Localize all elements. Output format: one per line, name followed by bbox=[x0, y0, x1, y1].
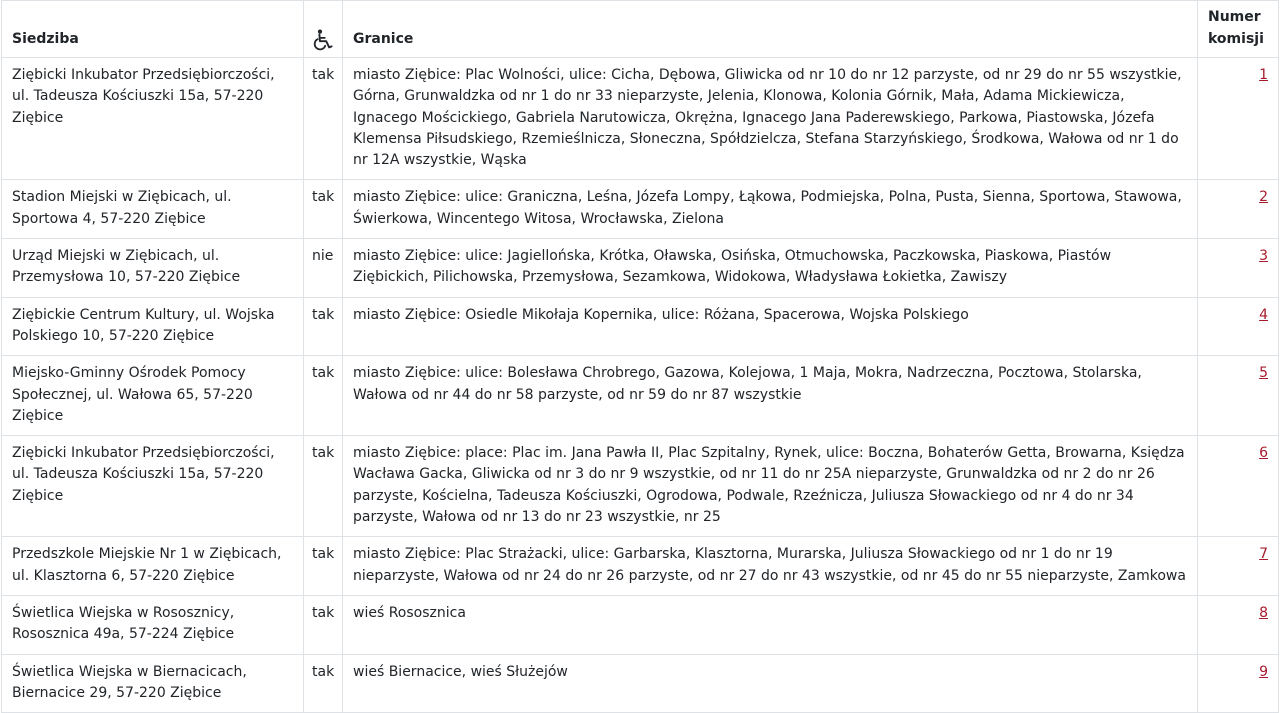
cell-granice: miasto Ziębice: ulice: Jagiellońska, Krótka, Oławska, Osińska, Otmuchowska, Paczkowska, Piaskowa, Piastów Ziębickich, Pilichowska, Przemysłowa, Sezamkowa, Widokowa, Władysława Łokietka, Zawiszy bbox=[343, 239, 1198, 298]
table-row bbox=[2, 297, 1279, 356]
table-row bbox=[2, 239, 1279, 298]
column-header-granice: Granice bbox=[343, 1, 1198, 58]
table-header bbox=[2, 1, 1279, 58]
table-row bbox=[2, 436, 1279, 537]
cell-numer bbox=[1198, 58, 1279, 180]
column-header-siedziba: Siedziba bbox=[2, 1, 304, 58]
cell-granice: miasto Ziębice: Plac Wolności, ulice: Cicha, Dębowa, Gliwicka od nr 10 do nr 12 parzyste, od nr 29 do nr 55 wszystkie, Górna, Grunwaldzka od nr 1 do nr 33 nieparzyste, Jelenia, Klonowa, Kolonia Górnik, Mała, Adama Mickiewicza, Ignacego Mościckiego, Gabriela Narutowicza, Okrężna, Ignacego Jana Paderewskiego, Parkowa, Piastowska, Józefa Klemensa Piłsudskiego, Rzemieślnicza, Słoneczna, Spółdzielcza, Stefana Starzyńskiego, Środkowa, Wałowa od nr 1 do nr 12A wszystkie, Wąska bbox=[343, 58, 1198, 180]
cell-numer bbox=[1198, 537, 1279, 596]
cell-siedziba: Miejsko-Gminny Ośrodek Pomocy Społecznej, ul. Wałowa 65, 57-220 Ziębice bbox=[2, 356, 304, 436]
cell-siedziba: Świetlica Wiejska w Rososznicy, Rososznica 49a, 57-224 Ziębice bbox=[2, 595, 304, 654]
commission-number-link[interactable]: 6 bbox=[1259, 445, 1268, 462]
cell-granice: miasto Ziębice: place: Plac im. Jana Pawła II, Plac Szpitalny, Rynek, ulice: Boczna, Bohaterów Getta, Browarna, Księdza Wacława Gacka, Gliwicka od nr 3 do nr 9 wszystkie, od nr 11 do nr 25A nieparzyste, Grunwaldzka od nr 2 do nr 26 parzyste, Kościelna, Tadeusza Kościuszki, Ogrodowa, Podwale, Rzeźnicza, Juliusza Słowackiego od nr 4 do nr 34 parzyste, Wałowa od nr 13 do nr 23 wszystkie, nr 25 bbox=[343, 436, 1198, 537]
commission-number-link[interactable]: 3 bbox=[1259, 248, 1268, 265]
commission-number-link[interactable]: 4 bbox=[1259, 306, 1268, 323]
cell-accessibility: tak bbox=[304, 58, 343, 180]
cell-granice: miasto Ziębice: Plac Strażacki, ulice: Garbarska, Klasztorna, Murarska, Juliusza Słowackiego od nr 1 do nr 19 nieparzyste, Wałowa od nr 24 do nr 26 parzyste, od nr 27 do nr 43 wszystkie, od nr 45 do nr 55 nieparzyste, Zamkowa bbox=[343, 537, 1198, 596]
cell-siedziba: Stadion Miejski w Ziębicach, ul. Sportowa 4, 57-220 Ziębice bbox=[2, 180, 304, 239]
cell-numer bbox=[1198, 180, 1279, 239]
commissions-table bbox=[1, 0, 1279, 713]
cell-numer bbox=[1198, 595, 1279, 654]
table-body bbox=[2, 58, 1279, 713]
cell-siedziba: Urząd Miejski w Ziębicach, ul. Przemysłowa 10, 57-220 Ziębice bbox=[2, 239, 304, 298]
commission-number-link[interactable]: 2 bbox=[1259, 189, 1268, 206]
cell-siedziba: Przedszkole Miejskie Nr 1 w Ziębicach, ul. Klasztorna 6, 57-220 Ziębice bbox=[2, 537, 304, 596]
cell-siedziba: Ziębickie Centrum Kultury, ul. Wojska Polskiego 10, 57-220 Ziębice bbox=[2, 297, 304, 356]
commission-number-link[interactable]: 5 bbox=[1259, 365, 1268, 382]
cell-accessibility: tak bbox=[304, 595, 343, 654]
table-row bbox=[2, 356, 1279, 436]
column-header-numer: Numer komisji bbox=[1198, 1, 1279, 58]
cell-siedziba: Ziębicki Inkubator Przedsiębiorczości, ul. Tadeusza Kościuszki 15a, 57-220 Ziębice bbox=[2, 58, 304, 180]
cell-accessibility: tak bbox=[304, 654, 343, 713]
cell-siedziba: Ziębicki Inkubator Przedsiębiorczości, ul. Tadeusza Kościuszki 15a, 57-220 Ziębice bbox=[2, 436, 304, 537]
cell-numer bbox=[1198, 356, 1279, 436]
cell-granice: miasto Ziębice: ulice: Graniczna, Leśna, Józefa Lompy, Łąkowa, Podmiejska, Polna, Pusta, Sienna, Sportowa, Stawowa, Świerkowa, Wincentego Witosa, Wrocławska, Zielona bbox=[343, 180, 1198, 239]
cell-numer bbox=[1198, 654, 1279, 713]
table-row bbox=[2, 654, 1279, 713]
cell-accessibility: nie bbox=[304, 239, 343, 298]
cell-granice: miasto Ziębice: Osiedle Mikołaja Kopernika, ulice: Różana, Spacerowa, Wojska Polskiego bbox=[343, 297, 1198, 356]
cell-numer bbox=[1198, 297, 1279, 356]
cell-numer bbox=[1198, 436, 1279, 537]
table-row bbox=[2, 58, 1279, 180]
cell-accessibility: tak bbox=[304, 537, 343, 596]
cell-siedziba: Świetlica Wiejska w Biernacicach, Biernacice 29, 57-220 Ziębice bbox=[2, 654, 304, 713]
commission-number-link[interactable]: 1 bbox=[1259, 67, 1268, 83]
cell-accessibility: tak bbox=[304, 297, 343, 356]
commission-number-link[interactable]: 8 bbox=[1259, 604, 1268, 621]
cell-granice: wieś Biernacice, wieś Służejów bbox=[343, 654, 1198, 713]
table-row bbox=[2, 180, 1279, 239]
cell-granice: miasto Ziębice: ulice: Bolesława Chrobrego, Gazowa, Kolejowa, 1 Maja, Mokra, Nadrzeczna, Pocztowa, Stolarska, Wałowa od nr 44 do nr 58 parzyste, od nr 59 do nr 87 wszystkie bbox=[343, 356, 1198, 436]
cell-numer bbox=[1198, 239, 1279, 298]
commission-number-link[interactable]: 9 bbox=[1259, 663, 1268, 680]
table-row bbox=[2, 595, 1279, 654]
cell-accessibility: tak bbox=[304, 356, 343, 436]
header-row bbox=[2, 1, 1279, 58]
commission-number-link[interactable]: 7 bbox=[1259, 546, 1268, 563]
wheelchair-icon bbox=[313, 29, 333, 51]
table-row bbox=[2, 537, 1279, 596]
cell-accessibility: tak bbox=[304, 436, 343, 537]
cell-granice: wieś Rososznica bbox=[343, 595, 1198, 654]
cell-accessibility: tak bbox=[304, 180, 343, 239]
column-header-accessibility bbox=[304, 1, 343, 58]
